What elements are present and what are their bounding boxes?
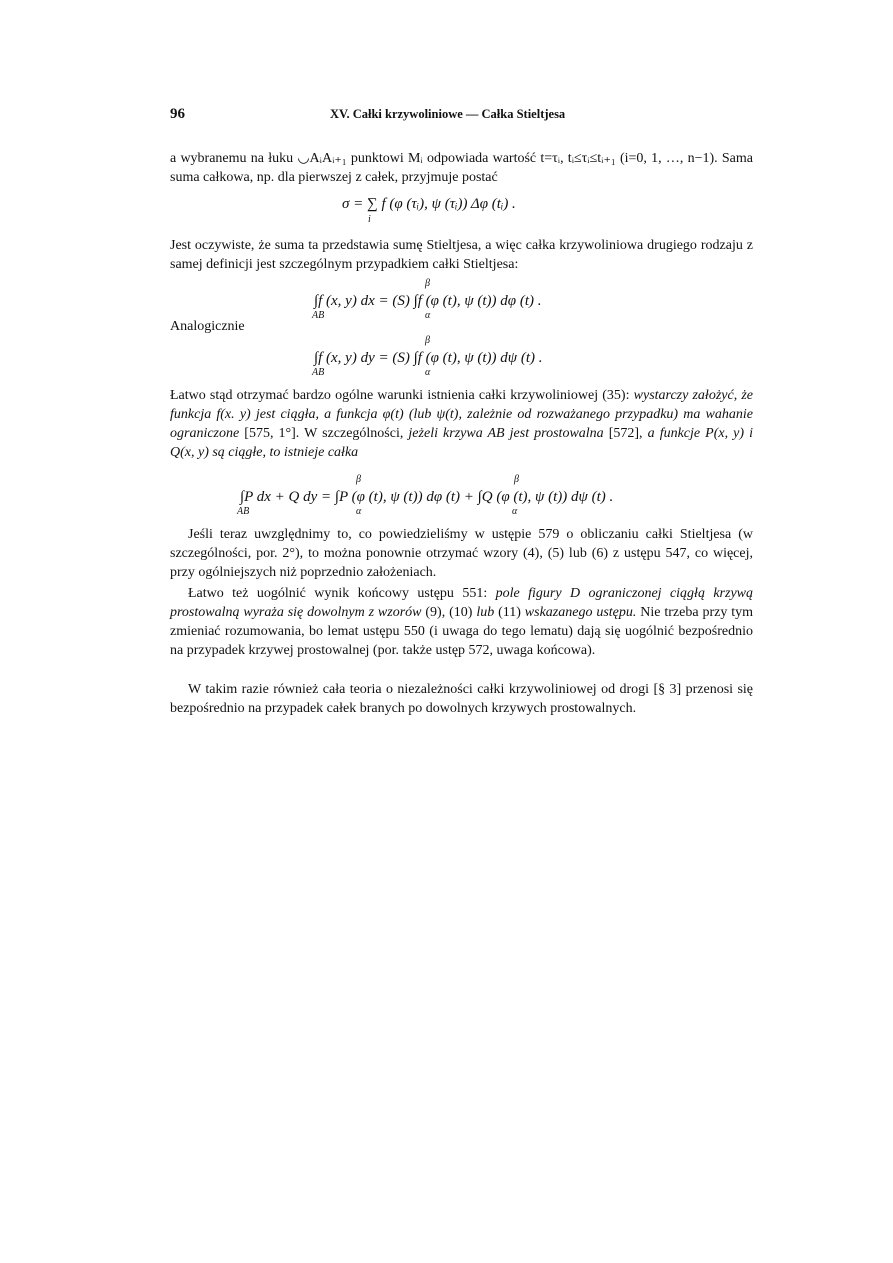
paragraph-3-part-e: [572],	[603, 426, 648, 441]
formula-dy-main: ∫f (x, y) dy = (S) ∫f (φ (t), ψ (t)) dψ (t) .	[314, 350, 543, 366]
formula-stieltjes-sum-index: i	[368, 214, 371, 225]
paragraph-1: a wybranemu na łuku ◡AᵢAᵢ₊₁ punktowi Mᵢ odpowiada wartość t=τᵢ, tᵢ≤τᵢ≤tᵢ₊₁ (i=0, 1, …, n−1). Sama suma całkowa, np. dla pierwszej z całek, przyjmuje postać	[170, 151, 753, 185]
formula-dy-lower-limit: α	[425, 367, 431, 378]
formula-dx-upper-limit: β	[425, 278, 430, 289]
paragraph-5-part-b: pole figury D ograniczonej ciągłą krzywą prostowalną wyraża się dowolnym z wzorów	[170, 586, 753, 620]
paragraph-6: W takim razie również cała teoria o niezależności całki krzywoliniowej od drogi [§ 3] przenosi się bezpośrednio na przypadek całek branych po dowolnych krzywych prostowalnych.	[170, 682, 753, 716]
paragraph-3	[170, 386, 753, 462]
formula-pq-upper-limit-1: β	[356, 474, 361, 485]
paragraph-5-part-f: wskazanego ustępu.	[524, 605, 637, 620]
formula-dx	[314, 293, 542, 310]
paragraph-5	[170, 584, 753, 660]
paragraph-4: Jeśli teraz uwzględnimy to, co powiedzieliśmy w ustępie 579 o obliczaniu całki Stieltjesa (w szczególności, por. 2°), to można ponownie otrzymać wzory (4), (5) lub (6) z ustępu 547, co więcej, przy ogólniejszych niż poprzednio założeniach.	[170, 527, 753, 580]
formula-pq-upper-limit-2: β	[514, 474, 519, 485]
paragraph-5-part-c: (9), (10)	[421, 605, 477, 620]
page-number: 96	[170, 106, 185, 122]
paragraph-3-part-a: Łatwo stąd otrzymać bardzo ogólne warunki istnienia całki krzywoliniowej (35):	[170, 388, 634, 403]
formula-dy-path: AB	[312, 367, 325, 378]
formula-pq-main: ∫P dx + Q dy = ∫P (φ (t), ψ (t)) dφ (t) + ∫Q (φ (t), ψ (t)) dψ (t) .	[240, 489, 614, 505]
running-header	[170, 106, 753, 126]
formula-pq-lower-limit-1: α	[356, 506, 362, 517]
formula-pq	[240, 489, 613, 506]
paragraph-5-part-e: (11)	[494, 605, 525, 620]
analogicznie-label: Analogicznie	[170, 319, 245, 334]
formula-pq-path: AB	[237, 506, 250, 517]
formula-dx-main: ∫f (x, y) dx = (S) ∫f (φ (t), ψ (t)) dφ (t) .	[314, 293, 542, 309]
paragraph-3-part-d: jeżeli krzywa AB jest prostowalna	[408, 426, 604, 441]
formula-dy	[314, 350, 543, 367]
running-title: XV. Całki krzywoliniowe — Całka Stieltjesa	[330, 107, 566, 121]
formula-dy-upper-limit: β	[425, 335, 430, 346]
paragraph-5-part-g: Nie trzeba przy tym zmieniać rozumowania, bo lemat ustępu 550 (i uwaga do tego lematu) dają się uogólnić bezpośrednio na przypadek krzywej prostowalnej (por. także ustęp 572, uwaga końcowa).	[170, 605, 753, 658]
paragraph-3-part-b: wystarczy założyć, że funkcja f(x. y) jest ciągła, a funkcja φ(t) (lub ψ(t), zależnie od rozważanego przypadku) ma wahanie ograniczone	[170, 388, 753, 441]
paragraph-3-part-f: a funkcje P(x, y) i Q(x, y) są ciągłe, to istnieje całka	[170, 426, 753, 460]
formula-stieltjes-sum	[342, 196, 516, 213]
paragraph-5-part-a: Łatwo też uogólnić wynik końcowy ustępu 551:	[188, 586, 496, 601]
paragraph-2: Jest oczywiste, że suma ta przedstawia sumę Stieltjesa, a więc całka krzywoliniowa drugiego rodzaju z samej definicji jest szczególnym przypadkiem całki Stieltjesa:	[170, 238, 753, 272]
paragraph-5-part-d: lub	[476, 605, 495, 620]
formula-dx-path: AB	[312, 310, 325, 321]
formula-dx-lower-limit: α	[425, 310, 431, 321]
formula-pq-lower-limit-2: α	[512, 506, 518, 517]
formula-stieltjes-sum-main: σ = ∑ f (φ (τᵢ), ψ (τᵢ)) Δφ (tᵢ) .	[342, 196, 516, 212]
paragraph-3-part-c: [575, 1°]. W szczególności,	[239, 426, 409, 441]
